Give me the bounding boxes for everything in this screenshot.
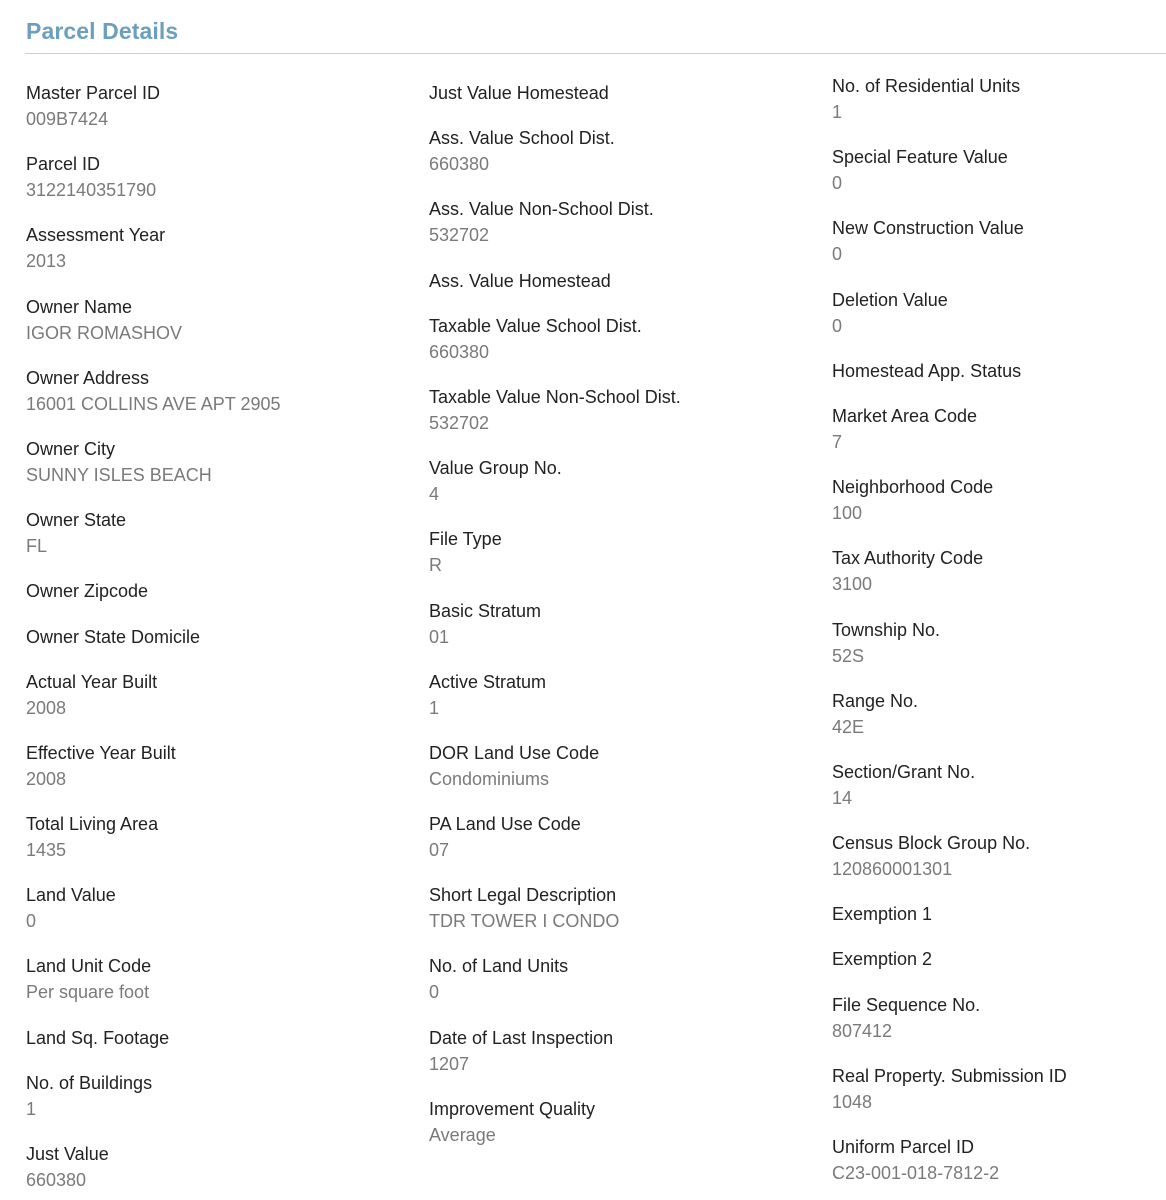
field-label: Owner Zipcode [26, 581, 149, 602]
field-value: 01 [429, 626, 450, 647]
field-label: File Type [429, 529, 502, 550]
field-label: Exemption 2 [832, 949, 933, 970]
field-value: SUNNY ISLES BEACH [26, 464, 212, 485]
field-value: 120860001301 [832, 859, 953, 880]
field-value: 807412 [832, 1020, 893, 1041]
field-label: Market Area Code [832, 405, 978, 426]
detail-field [832, 761, 1166, 832]
field-label: Short Legal Description [429, 885, 617, 906]
field-value: 2008 [26, 697, 67, 718]
detail-field [832, 1065, 1166, 1136]
detail-field [26, 955, 416, 1026]
field-value: 42E [832, 716, 865, 737]
field-label: Parcel ID [26, 154, 101, 175]
detail-field [26, 224, 416, 295]
field-value: 0 [429, 982, 440, 1003]
field-label: Owner State [26, 510, 127, 531]
detail-field [832, 832, 1166, 903]
field-value: 3122140351790 [26, 180, 157, 201]
field-label: Value Group No. [429, 458, 562, 479]
field-label: Owner State Domicile [26, 626, 201, 647]
field-value: Condominiums [429, 768, 550, 789]
detail-field [26, 884, 416, 955]
field-label: Effective Year Built [26, 742, 176, 763]
details-column-3 [832, 75, 1166, 1200]
field-label: Actual Year Built [26, 671, 158, 692]
field-value: 1 [832, 102, 843, 122]
detail-field [429, 315, 819, 386]
field-label: Total Living Area [26, 814, 159, 835]
detail-field [832, 75, 1166, 146]
field-value: FL [26, 536, 48, 557]
field-label: Basic Stratum [429, 600, 542, 621]
field-value: 3100 [832, 574, 873, 595]
detail-field [26, 671, 416, 742]
field-value: 660380 [429, 341, 490, 362]
field-value: 0 [832, 173, 843, 194]
detail-field [832, 146, 1166, 217]
field-label: Owner City [26, 438, 116, 459]
field-label: New Construction Value [832, 218, 1024, 239]
field-label: Date of Last Inspection [429, 1027, 614, 1048]
field-label: Land Unit Code [26, 956, 152, 977]
field-value: 009B7424 [26, 109, 109, 129]
field-label: Owner Name [26, 296, 133, 317]
field-label: Ass. Value School Dist. [429, 128, 615, 149]
field-value: 0 [26, 911, 37, 932]
field-value: 532702 [429, 412, 490, 433]
field-value: Per square foot [26, 982, 150, 1003]
field-label: Ass. Value Non-School Dist. [429, 199, 654, 220]
detail-field [429, 600, 819, 671]
detail-field [832, 690, 1166, 761]
field-label: No. of Buildings [26, 1072, 153, 1093]
field-value: 1 [429, 697, 440, 718]
detail-field [832, 903, 1166, 948]
field-label: Land Sq. Footage [26, 1027, 170, 1048]
field-label: Range No. [832, 690, 919, 711]
field-value: 1435 [26, 840, 67, 861]
field-label: Land Value [26, 885, 116, 906]
detail-field [429, 1098, 819, 1169]
detail-field [429, 386, 819, 457]
detail-field [429, 82, 819, 127]
detail-field [429, 671, 819, 742]
detail-field [429, 457, 819, 528]
field-label: Special Feature Value [832, 147, 1008, 168]
field-value: IGOR ROMASHOV [26, 322, 183, 343]
field-value: 532702 [429, 225, 490, 246]
field-value: 100 [832, 503, 863, 524]
field-label: Master Parcel ID [26, 83, 161, 103]
field-label: Section/Grant No. [832, 761, 976, 782]
detail-field [832, 405, 1166, 476]
detail-field [26, 296, 416, 367]
field-label: Active Stratum [429, 671, 547, 692]
field-label: Owner Address [26, 367, 150, 388]
field-value: C23-001-018-7812-2 [832, 1163, 1000, 1183]
field-label: File Sequence No. [832, 994, 981, 1015]
section-title: Parcel Details [26, 18, 179, 44]
field-label: Just Value [26, 1144, 109, 1164]
field-value: 52S [832, 645, 865, 666]
field-value: 1207 [429, 1053, 470, 1074]
detail-field [429, 270, 819, 315]
detail-field [26, 82, 416, 153]
detail-field [26, 509, 416, 580]
detail-field [832, 619, 1166, 690]
detail-field [429, 813, 819, 884]
detail-field [832, 547, 1166, 618]
detail-field [429, 198, 819, 269]
detail-field [26, 742, 416, 813]
field-value: 4 [429, 484, 440, 505]
detail-field [832, 217, 1166, 288]
detail-field [429, 127, 819, 198]
field-label: Ass. Value Homestead [429, 270, 611, 291]
detail-field [429, 1027, 819, 1098]
detail-field [26, 438, 416, 509]
detail-field [832, 289, 1166, 360]
field-value: 07 [429, 840, 450, 861]
field-label: PA Land Use Code [429, 814, 581, 835]
detail-field [26, 1143, 416, 1200]
field-label: DOR Land Use Code [429, 742, 600, 763]
field-value: 0 [832, 315, 843, 336]
field-label: Neighborhood Code [832, 477, 994, 498]
detail-field [26, 1027, 416, 1072]
detail-field [26, 626, 416, 671]
detail-field [429, 528, 819, 599]
field-value: 0 [832, 244, 843, 265]
field-label: Assessment Year [26, 225, 166, 246]
detail-field [26, 1072, 416, 1143]
details-column-1 [26, 82, 416, 1200]
field-label: Improvement Quality [429, 1098, 596, 1119]
detail-field [26, 580, 416, 625]
detail-field [832, 948, 1166, 993]
detail-field [832, 360, 1166, 405]
detail-field [429, 742, 819, 813]
field-label: Uniform Parcel ID [832, 1137, 975, 1157]
field-value: 660380 [26, 1170, 87, 1190]
field-label: Census Block Group No. [832, 833, 1031, 854]
detail-field [429, 955, 819, 1026]
field-label: Exemption 1 [832, 904, 933, 925]
field-label: Homestead App. Status [832, 360, 1022, 381]
field-value: 2008 [26, 768, 67, 789]
detail-field [26, 813, 416, 884]
field-value: 16001 COLLINS AVE APT 2905 [26, 393, 281, 414]
details-column-2 [429, 82, 819, 1169]
field-value: 2013 [26, 251, 67, 272]
title-divider [25, 53, 1166, 54]
field-label: Deletion Value [832, 289, 948, 310]
field-value: TDR TOWER I CONDO [429, 911, 620, 932]
field-value: 1 [26, 1098, 37, 1119]
field-label: No. of Residential Units [832, 76, 1021, 96]
field-value: 1048 [832, 1091, 873, 1112]
field-label: No. of Land Units [429, 956, 569, 977]
detail-field [832, 1136, 1166, 1200]
field-label: Just Value Homestead [429, 83, 609, 103]
field-label: Taxable Value School Dist. [429, 315, 642, 336]
detail-field [832, 476, 1166, 547]
detail-field [832, 994, 1166, 1065]
field-label: Township No. [832, 619, 941, 640]
detail-field [26, 153, 416, 224]
detail-field [26, 367, 416, 438]
field-label: Taxable Value Non-School Dist. [429, 386, 681, 407]
field-value: 660380 [429, 154, 490, 175]
field-label: Real Property. Submission ID [832, 1065, 1067, 1086]
detail-field [429, 884, 819, 955]
field-label: Tax Authority Code [832, 548, 984, 569]
field-value: R [429, 555, 442, 576]
field-value: Average [429, 1124, 496, 1145]
field-value: 7 [832, 431, 843, 452]
field-value: 14 [832, 787, 853, 808]
